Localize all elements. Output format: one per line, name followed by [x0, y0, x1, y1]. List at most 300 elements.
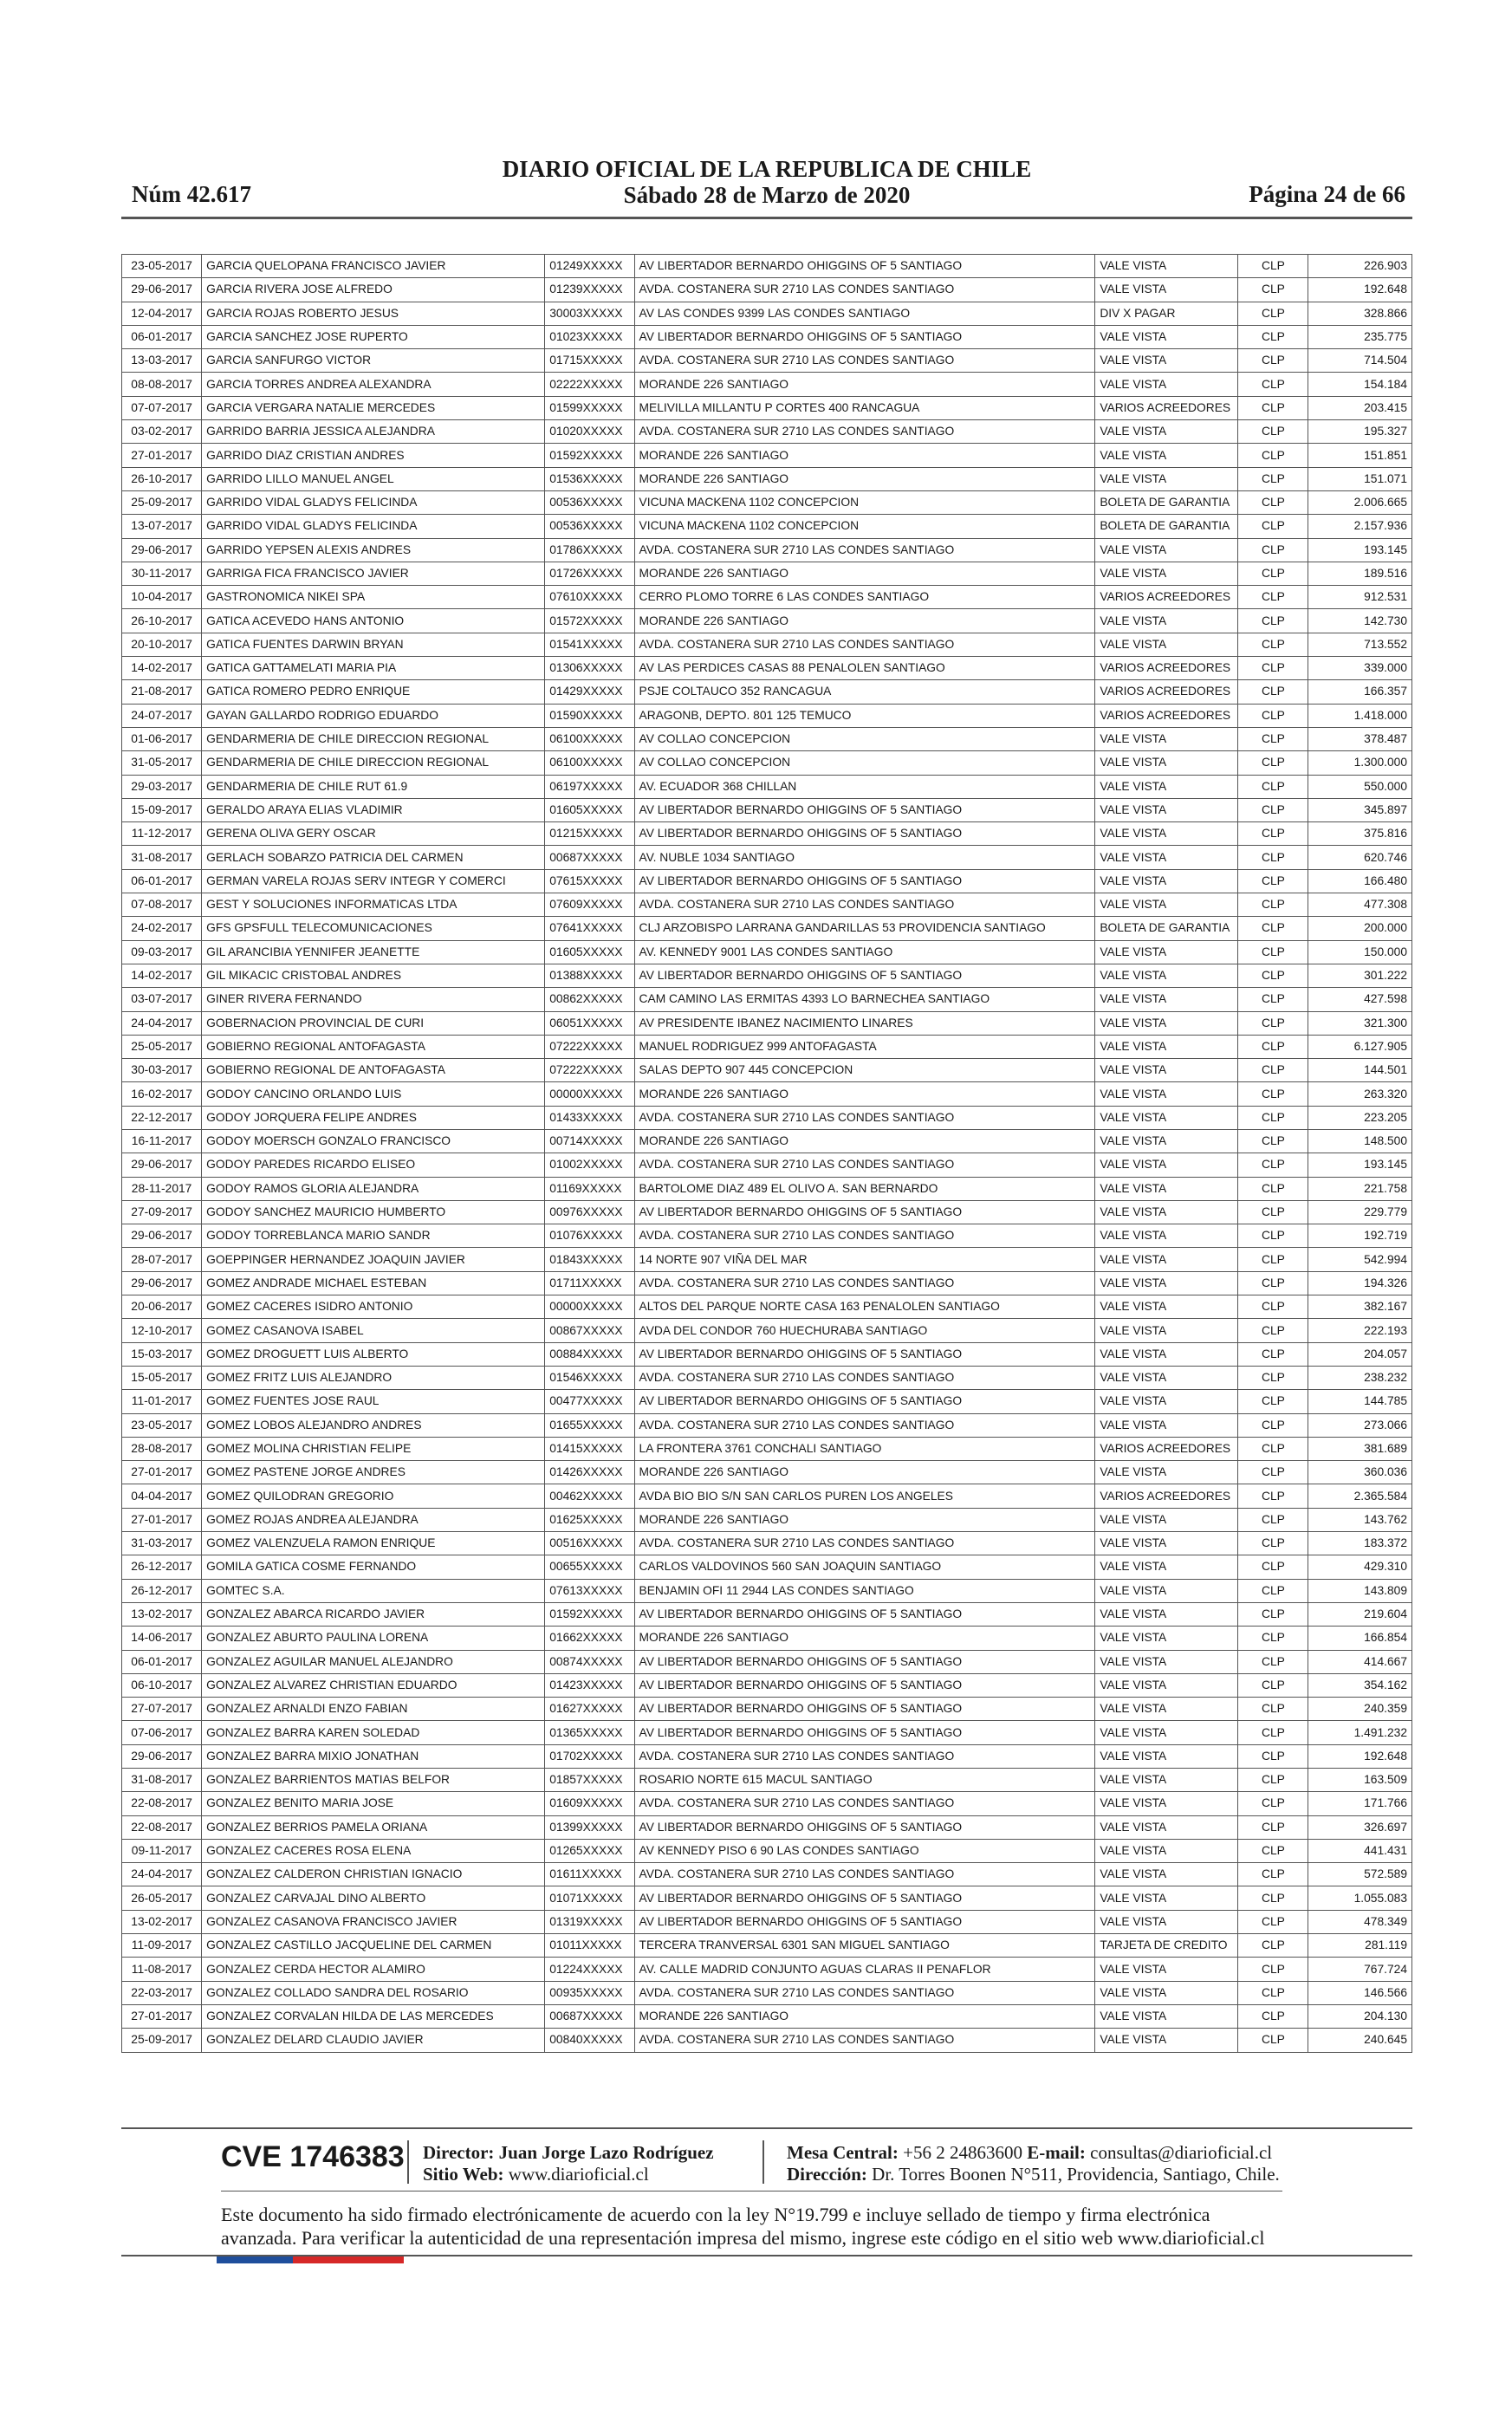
- table-row: [122, 2029, 1412, 2052]
- cell-currency: CLP: [1238, 586, 1308, 609]
- cell-type: BOLETA DE GARANTIA: [1095, 490, 1238, 514]
- cell-address: AVDA. COSTANERA SUR 2710 LAS CONDES SANTIAGO: [634, 1532, 1095, 1555]
- cell-address: MORANDE 226 SANTIAGO: [634, 1461, 1095, 1484]
- table-row: [122, 1082, 1412, 1106]
- table-row: [122, 1461, 1412, 1484]
- cell-rut: 06051XXXXX: [545, 1011, 634, 1035]
- cell-rut: 00000XXXXX: [545, 1295, 634, 1319]
- cell-rut: 00874XXXXX: [545, 1650, 634, 1673]
- cell-address: MORANDE 226 SANTIAGO: [634, 373, 1095, 396]
- cell-rut: 01711XXXXX: [545, 1271, 634, 1295]
- cell-amount: 148.500: [1308, 1129, 1412, 1153]
- cell-currency: CLP: [1238, 822, 1308, 846]
- table-row: [122, 751, 1412, 775]
- cell-date: 04-04-2017: [122, 1484, 202, 1508]
- cell-rut: 00000XXXXX: [545, 1082, 634, 1106]
- table-row: [122, 917, 1412, 940]
- cell-date: 23-05-2017: [122, 1413, 202, 1437]
- address-value: Dr. Torres Boonen N°511, Providencia, Santiago, Chile.: [872, 2164, 1280, 2185]
- cell-currency: CLP: [1238, 1129, 1308, 1153]
- cell-currency: CLP: [1238, 1248, 1308, 1271]
- cell-type: VALE VISTA: [1095, 1366, 1238, 1389]
- cell-date: 11-09-2017: [122, 1934, 202, 1958]
- cell-date: 11-12-2017: [122, 822, 202, 846]
- cell-rut: 01415XXXXX: [545, 1437, 634, 1460]
- table-row: [122, 515, 1412, 538]
- cell-address: AV LIBERTADOR BERNARDO OHIGGINS OF 5 SANTIAGO: [634, 798, 1095, 821]
- cell-address: MORANDE 226 SANTIAGO: [634, 444, 1095, 467]
- cell-name: GARCIA QUELOPANA FRANCISCO JAVIER: [202, 255, 545, 278]
- legal-line-2: avanzada. Para verificar la autenticidad de una representación impresa del mismo, ingrese este código en el sitio web www.diarioficial.cl: [221, 2227, 1265, 2249]
- cell-rut: 01023XXXXX: [545, 325, 634, 348]
- cell-address: AVDA. COSTANERA SUR 2710 LAS CONDES SANTIAGO: [634, 2029, 1095, 2052]
- cell-type: VARIOS ACREEDORES: [1095, 680, 1238, 704]
- cell-rut: 01249XXXXX: [545, 255, 634, 278]
- cell-amount: 620.746: [1308, 846, 1412, 869]
- cell-date: 24-04-2017: [122, 1863, 202, 1886]
- cell-rut: 01536XXXXX: [545, 467, 634, 490]
- cell-currency: CLP: [1238, 396, 1308, 419]
- cell-address: AVDA. COSTANERA SUR 2710 LAS CONDES SANTIAGO: [634, 1744, 1095, 1768]
- cell-amount: 328.866: [1308, 302, 1412, 325]
- cell-rut: 07609XXXXX: [545, 893, 634, 917]
- cell-amount: 1.418.000: [1308, 704, 1412, 727]
- cell-date: 28-08-2017: [122, 1437, 202, 1460]
- cell-date: 06-01-2017: [122, 869, 202, 893]
- table-row: [122, 373, 1412, 396]
- cell-amount: 204.130: [1308, 2004, 1412, 2028]
- cell-type: VALE VISTA: [1095, 373, 1238, 396]
- cell-amount: 200.000: [1308, 917, 1412, 940]
- cell-rut: 00516XXXXX: [545, 1532, 634, 1555]
- cell-rut: 06100XXXXX: [545, 751, 634, 775]
- cell-amount: 235.775: [1308, 325, 1412, 348]
- cell-type: VALE VISTA: [1095, 1059, 1238, 1082]
- table-row: [122, 1839, 1412, 1862]
- cell-type: VALE VISTA: [1095, 751, 1238, 775]
- cell-name: GOMTEC S.A.: [202, 1579, 545, 1602]
- table-row: [122, 1129, 1412, 1153]
- cell-currency: CLP: [1238, 1390, 1308, 1413]
- cell-currency: CLP: [1238, 633, 1308, 656]
- cell-name: GODOY CANCINO ORLANDO LUIS: [202, 1082, 545, 1106]
- cell-type: VALE VISTA: [1095, 1342, 1238, 1366]
- cell-rut: 01625XXXXX: [545, 1508, 634, 1531]
- cell-date: 15-03-2017: [122, 1342, 202, 1366]
- cell-currency: CLP: [1238, 988, 1308, 1011]
- table-row: [122, 1011, 1412, 1035]
- cell-currency: CLP: [1238, 1224, 1308, 1248]
- cell-name: GINER RIVERA FERNANDO: [202, 988, 545, 1011]
- cell-amount: 714.504: [1308, 349, 1412, 373]
- cell-name: GODOY SANCHEZ MAURICIO HUMBERTO: [202, 1200, 545, 1224]
- cell-name: GIL MIKACIC CRISTOBAL ANDRES: [202, 964, 545, 987]
- cell-rut: 06100XXXXX: [545, 727, 634, 750]
- cell-address: 14 NORTE 907 VIÑA DEL MAR: [634, 1248, 1095, 1271]
- cell-amount: 378.487: [1308, 727, 1412, 750]
- cell-address: AVDA. COSTANERA SUR 2710 LAS CONDES SANTIAGO: [634, 1271, 1095, 1295]
- cell-currency: CLP: [1238, 325, 1308, 348]
- cell-currency: CLP: [1238, 1886, 1308, 1910]
- cell-date: 24-04-2017: [122, 1011, 202, 1035]
- cell-address: AV LIBERTADOR BERNARDO OHIGGINS OF 5 SANTIAGO: [634, 869, 1095, 893]
- cell-name: GONZALEZ BARRA KAREN SOLEDAD: [202, 1721, 545, 1744]
- cell-type: VALE VISTA: [1095, 1508, 1238, 1531]
- table-row: [122, 964, 1412, 987]
- cell-amount: 146.566: [1308, 1981, 1412, 2004]
- cell-date: 03-07-2017: [122, 988, 202, 1011]
- cell-date: 26-10-2017: [122, 467, 202, 490]
- cell-date: 29-06-2017: [122, 1744, 202, 1768]
- cell-amount: 143.809: [1308, 1579, 1412, 1602]
- cell-rut: 01020XXXXX: [545, 420, 634, 444]
- cell-amount: 263.320: [1308, 1082, 1412, 1106]
- cell-currency: CLP: [1238, 1508, 1308, 1531]
- cell-amount: 195.327: [1308, 420, 1412, 444]
- cell-type: VALE VISTA: [1095, 1721, 1238, 1744]
- cell-currency: CLP: [1238, 657, 1308, 680]
- footer-director-block: [423, 2142, 714, 2185]
- cell-type: BOLETA DE GARANTIA: [1095, 917, 1238, 940]
- cell-rut: 01599XXXXX: [545, 396, 634, 419]
- cell-rut: 01857XXXXX: [545, 1769, 634, 1792]
- table-row: [122, 1792, 1412, 1815]
- cell-date: 25-09-2017: [122, 490, 202, 514]
- table-row: [122, 798, 1412, 821]
- cell-address: AVDA. COSTANERA SUR 2710 LAS CONDES SANTIAGO: [634, 1224, 1095, 1248]
- cell-rut: 01605XXXXX: [545, 798, 634, 821]
- table-row: [122, 1413, 1412, 1437]
- cell-address: BARTOLOME DIAZ 489 EL OLIVO A. SAN BERNARDO: [634, 1177, 1095, 1200]
- cell-amount: 542.994: [1308, 1248, 1412, 1271]
- cell-type: VALE VISTA: [1095, 1224, 1238, 1248]
- cell-address: AV LIBERTADOR BERNARDO OHIGGINS OF 5 SANTIAGO: [634, 1390, 1095, 1413]
- cell-rut: 00867XXXXX: [545, 1319, 634, 1342]
- cell-address: AV KENNEDY PISO 6 90 LAS CONDES SANTIAGO: [634, 1839, 1095, 1862]
- cell-currency: CLP: [1238, 1532, 1308, 1555]
- cell-currency: CLP: [1238, 1484, 1308, 1508]
- cell-amount: 1.055.083: [1308, 1886, 1412, 1910]
- issue-date: Sábado 28 de Marzo de 2020: [623, 182, 911, 208]
- cell-address: AV LIBERTADOR BERNARDO OHIGGINS OF 5 SANTIAGO: [634, 255, 1095, 278]
- cell-currency: CLP: [1238, 1721, 1308, 1744]
- cell-type: VALE VISTA: [1095, 727, 1238, 750]
- cell-date: 31-08-2017: [122, 1769, 202, 1792]
- cell-address: AVDA. COSTANERA SUR 2710 LAS CONDES SANTIAGO: [634, 1981, 1095, 2004]
- cell-name: GODOY TORREBLANCA MARIO SANDR: [202, 1224, 545, 1248]
- cell-type: VALE VISTA: [1095, 1532, 1238, 1555]
- cell-type: VARIOS ACREEDORES: [1095, 704, 1238, 727]
- cell-type: VALE VISTA: [1095, 1200, 1238, 1224]
- cell-type: VALE VISTA: [1095, 1958, 1238, 1981]
- cell-type: VARIOS ACREEDORES: [1095, 657, 1238, 680]
- cell-address: AVDA. COSTANERA SUR 2710 LAS CONDES SANTIAGO: [634, 420, 1095, 444]
- cell-name: GASTRONOMICA NIKEI SPA: [202, 586, 545, 609]
- cell-type: VALE VISTA: [1095, 349, 1238, 373]
- cell-address: VICUNA MACKENA 1102 CONCEPCION: [634, 515, 1095, 538]
- cell-name: GERALDO ARAYA ELIAS VLADIMIR: [202, 798, 545, 821]
- cell-address: AV LIBERTADOR BERNARDO OHIGGINS OF 5 SANTIAGO: [634, 1200, 1095, 1224]
- cell-rut: 07613XXXXX: [545, 1579, 634, 1602]
- cell-address: MORANDE 226 SANTIAGO: [634, 2004, 1095, 2028]
- cell-name: GONZALEZ DELARD CLAUDIO JAVIER: [202, 2029, 545, 2052]
- cell-rut: 01433XXXXX: [545, 1106, 634, 1129]
- cell-currency: CLP: [1238, 1744, 1308, 1768]
- cell-amount: 166.480: [1308, 869, 1412, 893]
- cell-currency: CLP: [1238, 302, 1308, 325]
- cell-address: AV. NUBLE 1034 SANTIAGO: [634, 846, 1095, 869]
- cell-currency: CLP: [1238, 1295, 1308, 1319]
- cell-currency: CLP: [1238, 444, 1308, 467]
- cell-amount: 229.779: [1308, 1200, 1412, 1224]
- cell-type: VALE VISTA: [1095, 940, 1238, 964]
- footer-contact-block: [787, 2142, 1280, 2185]
- cell-currency: CLP: [1238, 964, 1308, 987]
- cell-rut: 07610XXXXX: [545, 586, 634, 609]
- cell-amount: 144.785: [1308, 1390, 1412, 1413]
- cell-type: BOLETA DE GARANTIA: [1095, 515, 1238, 538]
- cell-name: GODOY MOERSCH GONZALO FRANCISCO: [202, 1129, 545, 1153]
- cell-type: VALE VISTA: [1095, 633, 1238, 656]
- records-table: [121, 254, 1412, 2053]
- table-row: [122, 1555, 1412, 1579]
- table-row: [122, 1958, 1412, 1981]
- table-row: [122, 940, 1412, 964]
- cell-currency: CLP: [1238, 255, 1308, 278]
- cell-name: GERENA OLIVA GERY OSCAR: [202, 822, 545, 846]
- cell-address: AV COLLAO CONCEPCION: [634, 727, 1095, 750]
- cell-address: AV. KENNEDY 9001 LAS CONDES SANTIAGO: [634, 940, 1095, 964]
- cell-name: GONZALEZ CERDA HECTOR ALAMIRO: [202, 1958, 545, 1981]
- cell-rut: 01011XXXXX: [545, 1934, 634, 1958]
- site-link[interactable]: www.diarioficial.cl: [508, 2164, 649, 2185]
- cell-rut: 01655XXXXX: [545, 1413, 634, 1437]
- cell-rut: 01071XXXXX: [545, 1886, 634, 1910]
- cell-address: AV LIBERTADOR BERNARDO OHIGGINS OF 5 SANTIAGO: [634, 1910, 1095, 1933]
- cell-date: 30-03-2017: [122, 1059, 202, 1082]
- cell-name: GONZALEZ CASANOVA FRANCISCO JAVIER: [202, 1910, 545, 1933]
- cell-name: GOMEZ CASANOVA ISABEL: [202, 1319, 545, 1342]
- table-row: [122, 1721, 1412, 1744]
- cell-name: GONZALEZ BERRIOS PAMELA ORIANA: [202, 1815, 545, 1839]
- cell-name: GOEPPINGER HERNANDEZ JOAQUIN JAVIER: [202, 1248, 545, 1271]
- cell-address: AV. ECUADOR 368 CHILLAN: [634, 775, 1095, 798]
- cell-date: 15-05-2017: [122, 1366, 202, 1389]
- cell-address: AVDA BIO BIO S/N SAN CARLOS PUREN LOS ANGELES: [634, 1484, 1095, 1508]
- cell-address: VICUNA MACKENA 1102 CONCEPCION: [634, 490, 1095, 514]
- cell-type: VALE VISTA: [1095, 325, 1238, 348]
- cell-name: GARCIA ROJAS ROBERTO JESUS: [202, 302, 545, 325]
- cell-type: VALE VISTA: [1095, 1839, 1238, 1862]
- cell-rut: 01399XXXXX: [545, 1815, 634, 1839]
- cell-type: VALE VISTA: [1095, 1390, 1238, 1413]
- cell-address: AVDA. COSTANERA SUR 2710 LAS CONDES SANTIAGO: [634, 1863, 1095, 1886]
- cell-date: 27-01-2017: [122, 2004, 202, 2028]
- cell-name: GARCIA SANFURGO VICTOR: [202, 349, 545, 373]
- table-row: [122, 633, 1412, 656]
- table-row: [122, 893, 1412, 917]
- cell-amount: 142.730: [1308, 609, 1412, 633]
- cell-amount: 219.604: [1308, 1602, 1412, 1626]
- cell-address: AVDA. COSTANERA SUR 2710 LAS CONDES SANTIAGO: [634, 349, 1095, 373]
- cell-date: 16-11-2017: [122, 1129, 202, 1153]
- cell-type: VALE VISTA: [1095, 846, 1238, 869]
- cell-type: VALE VISTA: [1095, 798, 1238, 821]
- cell-type: VALE VISTA: [1095, 1769, 1238, 1792]
- cell-type: VALE VISTA: [1095, 1744, 1238, 1768]
- cell-address: MELIVILLA MILLANTU P CORTES 400 RANCAGUA: [634, 396, 1095, 419]
- cell-date: 28-07-2017: [122, 1248, 202, 1271]
- table-row: [122, 2004, 1412, 2028]
- cell-address: MORANDE 226 SANTIAGO: [634, 1508, 1095, 1531]
- cell-amount: 441.431: [1308, 1839, 1412, 1862]
- cell-amount: 204.057: [1308, 1342, 1412, 1366]
- cell-currency: CLP: [1238, 940, 1308, 964]
- cell-rut: 01786XXXXX: [545, 538, 634, 562]
- cell-type: VALE VISTA: [1095, 1863, 1238, 1886]
- cell-name: GODOY JORQUERA FELIPE ANDRES: [202, 1106, 545, 1129]
- cell-amount: 381.689: [1308, 1437, 1412, 1460]
- cell-address: MORANDE 226 SANTIAGO: [634, 562, 1095, 585]
- cell-rut: 01169XXXXX: [545, 1177, 634, 1200]
- email-link[interactable]: consultas@diarioficial.cl: [1090, 2142, 1273, 2163]
- cell-name: GARRIDO YEPSEN ALEXIS ANDRES: [202, 538, 545, 562]
- cell-date: 29-06-2017: [122, 1224, 202, 1248]
- cell-currency: CLP: [1238, 1319, 1308, 1342]
- cell-type: VALE VISTA: [1095, 1082, 1238, 1106]
- cell-rut: 01541XXXXX: [545, 633, 634, 656]
- cell-rut: 01265XXXXX: [545, 1839, 634, 1862]
- cell-amount: 2.365.584: [1308, 1484, 1412, 1508]
- cell-rut: 01726XXXXX: [545, 562, 634, 585]
- cell-currency: CLP: [1238, 2004, 1308, 2028]
- header-divider: [121, 217, 1412, 219]
- cell-rut: 01611XXXXX: [545, 1863, 634, 1886]
- cell-date: 29-06-2017: [122, 278, 202, 302]
- cell-type: VARIOS ACREEDORES: [1095, 586, 1238, 609]
- cell-currency: CLP: [1238, 1437, 1308, 1460]
- cell-currency: CLP: [1238, 609, 1308, 633]
- cell-type: VARIOS ACREEDORES: [1095, 1484, 1238, 1508]
- cell-name: GARCIA SANCHEZ JOSE RUPERTO: [202, 325, 545, 348]
- cell-rut: 01365XXXXX: [545, 1721, 634, 1744]
- cell-amount: 193.145: [1308, 1153, 1412, 1177]
- cell-rut: 01002XXXXX: [545, 1153, 634, 1177]
- cell-type: VALE VISTA: [1095, 1650, 1238, 1673]
- cell-rut: 00862XXXXX: [545, 988, 634, 1011]
- cell-rut: 07222XXXXX: [545, 1059, 634, 1082]
- cell-currency: CLP: [1238, 917, 1308, 940]
- records-table-container: [121, 254, 1412, 2053]
- cell-date: 29-06-2017: [122, 1153, 202, 1177]
- cell-address: LA FRONTERA 3761 CONCHALI SANTIAGO: [634, 1437, 1095, 1460]
- cell-currency: CLP: [1238, 1602, 1308, 1626]
- cell-rut: 00462XXXXX: [545, 1484, 634, 1508]
- cell-date: 24-07-2017: [122, 704, 202, 727]
- table-row: [122, 1484, 1412, 1508]
- cell-name: GOMILA GATICA COSME FERNANDO: [202, 1555, 545, 1579]
- cell-currency: CLP: [1238, 1106, 1308, 1129]
- table-row: [122, 325, 1412, 348]
- cell-amount: 429.310: [1308, 1555, 1412, 1579]
- cell-rut: 30003XXXXX: [545, 302, 634, 325]
- cell-currency: CLP: [1238, 1839, 1308, 1862]
- cell-address: SALAS DEPTO 907 445 CONCEPCION: [634, 1059, 1095, 1082]
- cell-address: AV LIBERTADOR BERNARDO OHIGGINS OF 5 SANTIAGO: [634, 1698, 1095, 1721]
- cell-type: VALE VISTA: [1095, 1129, 1238, 1153]
- cell-date: 22-12-2017: [122, 1106, 202, 1129]
- cell-date: 08-08-2017: [122, 373, 202, 396]
- table-row: [122, 1177, 1412, 1200]
- cell-amount: 477.308: [1308, 893, 1412, 917]
- cell-amount: 354.162: [1308, 1673, 1412, 1697]
- cell-date: 23-05-2017: [122, 255, 202, 278]
- cell-name: GOMEZ MOLINA CHRISTIAN FELIPE: [202, 1437, 545, 1460]
- cell-name: GARCIA TORRES ANDREA ALEXANDRA: [202, 373, 545, 396]
- cell-rut: 01592XXXXX: [545, 1602, 634, 1626]
- cell-date: 27-01-2017: [122, 1508, 202, 1531]
- cell-type: VALE VISTA: [1095, 1792, 1238, 1815]
- cell-rut: 01429XXXXX: [545, 680, 634, 704]
- table-row: [122, 1769, 1412, 1792]
- cell-address: TERCERA TRANVERSAL 6301 SAN MIGUEL SANTIAGO: [634, 1934, 1095, 1958]
- cell-rut: 07641XXXXX: [545, 917, 634, 940]
- cell-currency: CLP: [1238, 1366, 1308, 1389]
- cell-amount: 143.762: [1308, 1508, 1412, 1531]
- cell-name: GOMEZ FRITZ LUIS ALEJANDRO: [202, 1366, 545, 1389]
- cell-date: 12-10-2017: [122, 1319, 202, 1342]
- cell-address: ROSARIO NORTE 615 MACUL SANTIAGO: [634, 1769, 1095, 1792]
- cell-rut: 00477XXXXX: [545, 1390, 634, 1413]
- cell-name: GAYAN GALLARDO RODRIGO EDUARDO: [202, 704, 545, 727]
- cell-name: GARRIDO VIDAL GLADYS FELICINDA: [202, 490, 545, 514]
- cell-address: AV LAS CONDES 9399 LAS CONDES SANTIAGO: [634, 302, 1095, 325]
- director-name: Juan Jorge Lazo Rodríguez: [498, 2142, 714, 2163]
- footer-separator: [762, 2140, 764, 2184]
- cell-name: GATICA ACEVEDO HANS ANTONIO: [202, 609, 545, 633]
- cell-type: VALE VISTA: [1095, 988, 1238, 1011]
- cell-currency: CLP: [1238, 1815, 1308, 1839]
- cell-date: 31-05-2017: [122, 751, 202, 775]
- cell-currency: CLP: [1238, 373, 1308, 396]
- cell-date: 06-01-2017: [122, 1650, 202, 1673]
- cell-name: GONZALEZ ABARCA RICARDO JAVIER: [202, 1602, 545, 1626]
- cell-address: AV LIBERTADOR BERNARDO OHIGGINS OF 5 SANTIAGO: [634, 1721, 1095, 1744]
- cell-date: 14-06-2017: [122, 1627, 202, 1650]
- cell-rut: 01076XXXXX: [545, 1224, 634, 1248]
- cell-rut: 01605XXXXX: [545, 940, 634, 964]
- table-row: [122, 1673, 1412, 1697]
- cell-type: VALE VISTA: [1095, 255, 1238, 278]
- cell-address: AVDA. COSTANERA SUR 2710 LAS CONDES SANTIAGO: [634, 1792, 1095, 1815]
- cell-address: CLJ ARZOBISPO LARRANA GANDARILLAS 53 PROVIDENCIA SANTIAGO: [634, 917, 1095, 940]
- cell-date: 14-02-2017: [122, 657, 202, 680]
- cell-type: VALE VISTA: [1095, 1106, 1238, 1129]
- cell-type: VALE VISTA: [1095, 1035, 1238, 1058]
- cell-type: VALE VISTA: [1095, 2004, 1238, 2028]
- cell-date: 24-02-2017: [122, 917, 202, 940]
- cell-rut: 00687XXXXX: [545, 2004, 634, 2028]
- cell-name: GATICA FUENTES DARWIN BRYAN: [202, 633, 545, 656]
- cell-rut: 01239XXXXX: [545, 278, 634, 302]
- cell-amount: 375.816: [1308, 822, 1412, 846]
- cell-date: 27-01-2017: [122, 1461, 202, 1484]
- table-row: [122, 1342, 1412, 1366]
- cell-rut: 01590XXXXX: [545, 704, 634, 727]
- cell-amount: 171.766: [1308, 1792, 1412, 1815]
- cell-name: GARRIDO LILLO MANUEL ANGEL: [202, 467, 545, 490]
- table-row: [122, 1295, 1412, 1319]
